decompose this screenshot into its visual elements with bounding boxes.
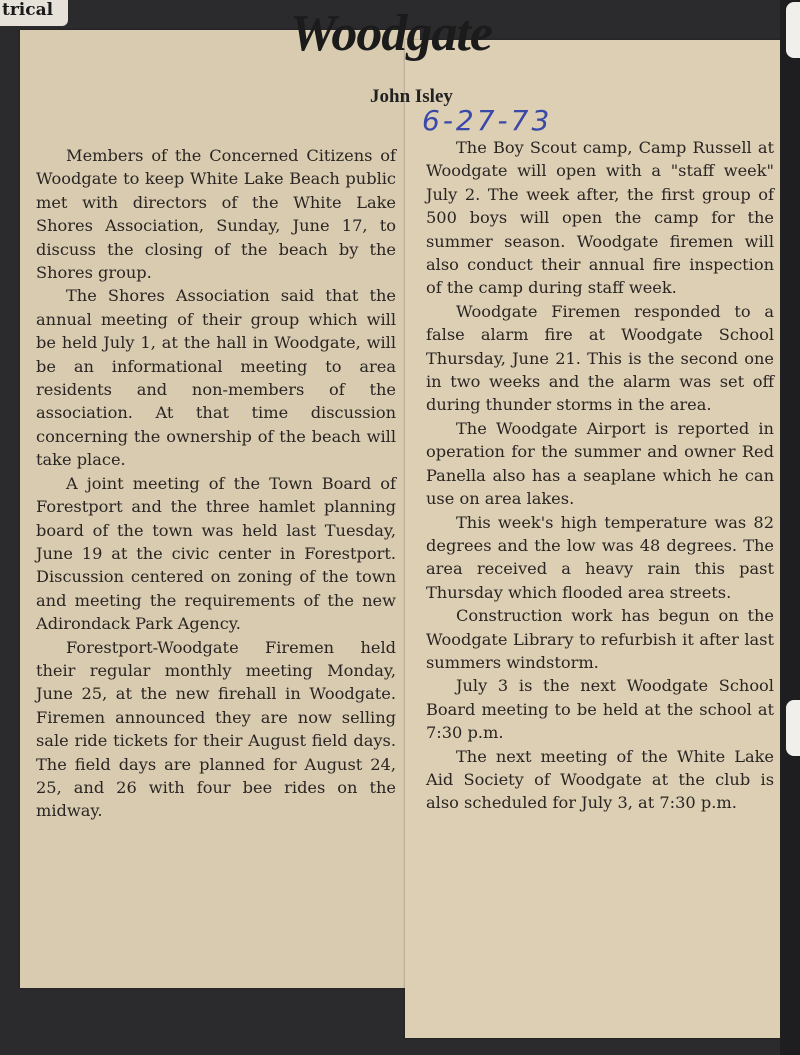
masthead-title: Woodgate [290,5,492,62]
paragraph: This week's high temperature was 82 degrees and the low was 48 degrees. The area received a heavy rain this past Thursday which flooded area streets. [426,512,774,602]
paragraph: The Woodgate Airport is reported in operation for the summer and owner Red Panella also has a seaplane which he can use on area lakes. [426,418,774,509]
paragraph: Construction work has begun on the Woodgate Library to refurbish it after last summers windstorm. [426,606,774,672]
article-column-right [426,136,774,815]
paragraph: Members of the Concerned Citizens of Woodgate to keep White Lake Beach public met with directors of the White Lake Shores Association, Sunday, June 17, to discuss the closing of the beach by the Shores group. [36,146,396,283]
paragraph: Woodgate Firemen responded to a false alarm fire at Woodgate School Thursday, June 21. This is the second one in two weeks and the alarm was set off during thunder storms in the area. [426,301,774,415]
byline: John Isley [370,86,453,107]
paragraph: July 3 is the next Woodgate School Board meeting to be held at the school at 7:30 p.m. [426,676,774,743]
corner-label: trical [0,0,68,26]
paragraph: A joint meeting of the Town Board of Forestport and the three hamlet planning board of the town was held last Tuesday, June 19 at the civic center in Forestport. Discussion centered on zoning of the town and meeting the requirements of the new Adirondack Park Agency. [36,473,396,634]
paragraph: The next meeting of the White Lake Aid Society of Woodgate at the club is also scheduled for July 3, at 7:30 p.m. [426,746,774,813]
article-column-left [36,144,396,823]
binder-ring-icon [786,2,800,58]
paragraph: Forestport-Woodgate Firemen held their regular monthly meeting Monday, June 25, at the new firehall in Woodgate. Firemen announced they are now selling sale ride tickets for their August field days. The field days are planned for August 24, 25, and 26 with four bee rides on the midway. [36,637,396,821]
handwritten-date: 6-27-73 [422,104,553,137]
binder-ring-icon [786,700,800,756]
paragraph: The Boy Scout camp, Camp Russell at Woodgate will open with a "staff week" July 2. The week after, the first group of 500 boys will open the camp for the summer season. Woodgate firemen will also conduct their annual fire inspection of the camp during staff week. [426,138,774,298]
scrapbook-edge [780,0,800,1055]
paragraph: The Shores Association said that the annual meeting of their group which will be held July 1, at the hall in Woodgate, will be an informational meeting to area residents and non-members of the association. At that time discussion concerning the ownership of the beach will take place. [36,286,396,470]
